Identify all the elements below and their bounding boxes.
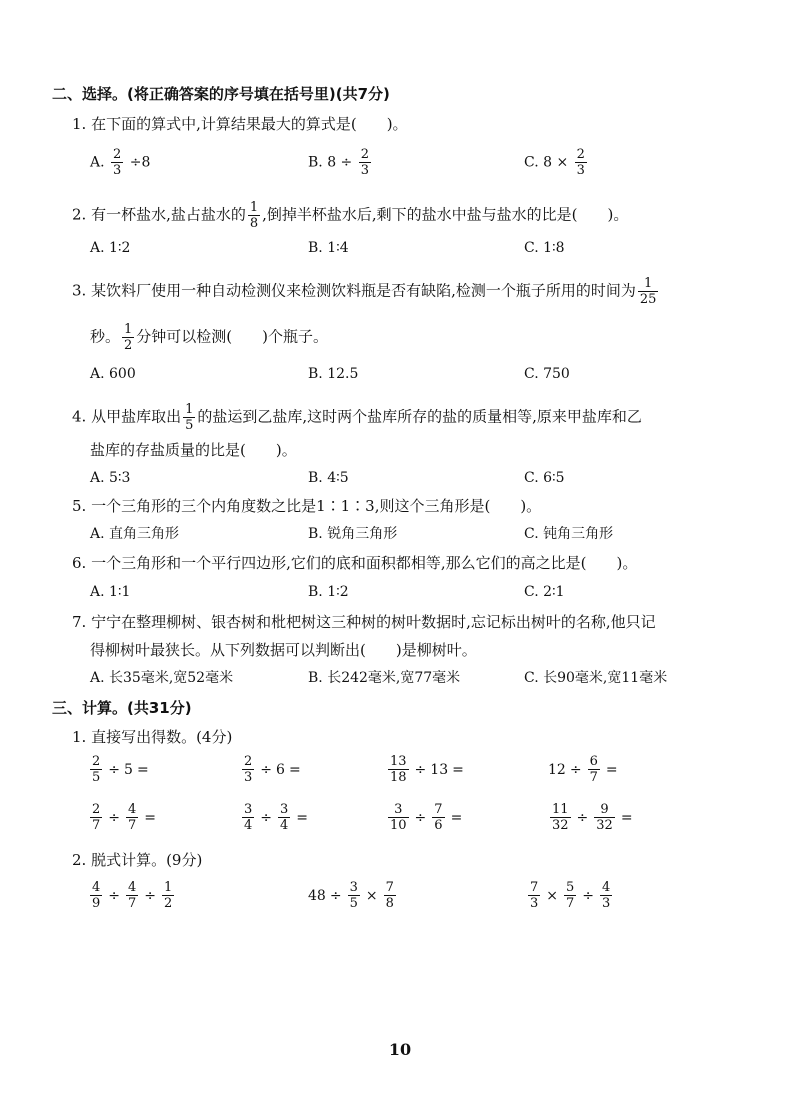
calc-r2-e3: $\frac{3}{10}$ ÷ $\frac{7}{6}$ =: [390, 802, 463, 833]
q1-option-b: [308, 147, 373, 178]
q1-c-fraction: $\frac{2}{3}$: [576, 147, 585, 178]
calc-r1-e2: $\frac{2}{3}$ ÷ 6 =: [244, 754, 301, 785]
q1-option-a: [90, 147, 150, 178]
q7-option-a: A. 长35毫米,宽52毫米: [90, 670, 234, 686]
q3-fraction-2: $\frac{1}{2}$: [124, 322, 133, 353]
q7-option-c: C. 长90毫米,宽11毫米: [524, 670, 668, 686]
q4-line2: 盐库的存盐质量的比是( )。: [90, 441, 297, 459]
q2-stem-post: ,倒掉半杯盐水后,剩下的盐水中盐与盐水的比是( )。: [262, 205, 629, 224]
q4-option-c: C. 6∶5: [524, 470, 565, 486]
q1-c-label: C. 8 ×: [524, 154, 569, 171]
q3-option-c: C. 750: [524, 366, 570, 382]
q2-fraction: $\frac{1}{8}$: [249, 200, 259, 231]
calc-r3-e1: $\frac{4}{9}$ ÷ $\frac{4}{7}$ ÷ $\frac{1}{2}$: [92, 880, 173, 911]
q3-line2: [90, 322, 328, 353]
q4-stem: [72, 402, 642, 433]
q3-line2-post: 分钟可以检测( )个瓶子。: [136, 327, 329, 346]
section-2-title: 二、选择。(将正确答案的序号填在括号里)(共7分): [52, 85, 390, 103]
q7-stem-line1: 7. 宁宁在整理柳树、银杏树和枇杷树这三种树的树叶数据时,忘记标出树叶的名称,他只记: [72, 613, 656, 631]
q1-b-fraction: $\frac{2}{3}$: [360, 147, 370, 178]
q5-option-a: A. 直角三角形: [90, 526, 180, 542]
calc-r2-e2: $\frac{3}{4}$ ÷ $\frac{3}{4}$ =: [244, 802, 309, 833]
section-3-sub2: 2. 脱式计算。(9分): [72, 851, 203, 869]
q3-stem-pre: 3. 某饮料厂使用一种自动检测仪来检测饮料瓶是否有缺陷,检测一个瓶子所用的时间为: [72, 281, 636, 300]
q5-option-b: B. 锐角三角形: [308, 526, 398, 542]
q1-stem: 1. 在下面的算式中,计算结果最大的算式是( )。: [72, 115, 408, 133]
calc-r3-e3: $\frac{7}{3}$ × $\frac{5}{7}$ ÷ $\frac{4}{3}$: [530, 880, 611, 911]
q6-option-a: A. 1∶1: [90, 584, 131, 600]
q3-option-b: B. 12.5: [308, 366, 359, 382]
q2-stem: [72, 200, 628, 231]
calc-r1-e4: 12 ÷ $\frac{6}{7}$ =: [548, 754, 618, 785]
q1-option-c: [524, 147, 589, 178]
q3-stem: [72, 276, 660, 307]
q1-a-label: A.: [90, 154, 105, 171]
q3-line2-pre: 秒。: [90, 327, 121, 346]
q4-option-a: A. 5∶3: [90, 470, 131, 486]
q4-option-b: B. 4∶5: [308, 470, 349, 486]
q2-option-b: B. 1∶4: [308, 240, 349, 256]
calc-r3-e2: 48 ÷ $\frac{3}{5}$ × $\frac{7}{8}$: [308, 880, 394, 911]
q4-stem-post: 的盐运到乙盐库,这时两个盐库所存的盐的质量相等,原来甲盐库和乙: [197, 407, 642, 426]
q3-option-a: A. 600: [90, 366, 136, 382]
q5-stem: 5. 一个三角形的三个内角度数之比是1∶1∶3,则这个三角形是( )。: [72, 497, 542, 515]
section-3-sub1: 1. 直接写出得数。(4分): [72, 728, 233, 746]
q1-a-rest: ÷8: [129, 154, 151, 171]
q2-stem-pre: 2. 有一杯盐水,盐占盐水的: [72, 205, 246, 224]
calc-r1-e1: $\frac{2}{5}$ ÷ 5 =: [92, 754, 149, 785]
calc-r2-e1: $\frac{2}{7}$ ÷ $\frac{4}{7}$ =: [92, 802, 157, 833]
calc-r1-e3: $\frac{13}{18}$ ÷ 13 =: [390, 754, 464, 785]
q7-stem-line2: 得柳树叶最狭长。从下列数据可以判断出( )是柳树叶。: [90, 641, 477, 659]
q3-fraction-1: $\frac{1}{25}$: [639, 276, 657, 307]
q1-b-label: B. 8 ÷: [308, 154, 353, 171]
calc-r2-e4: $\frac{11}{32}$ ÷ $\frac{9}{32}$ =: [552, 802, 633, 833]
q2-option-c: C. 1∶8: [524, 240, 565, 256]
page-number: 10: [388, 1040, 412, 1059]
q6-stem: 6. 一个三角形和一个平行四边形,它们的底和面积都相等,那么它们的高之比是( )。: [72, 554, 638, 572]
q4-stem-pre: 4. 从甲盐库取出: [72, 407, 182, 426]
q6-option-b: B. 1∶2: [308, 584, 349, 600]
q7-option-b: B. 长242毫米,宽77毫米: [308, 670, 461, 686]
q5-option-c: C. 钝角三角形: [524, 526, 614, 542]
q1-a-fraction: $\frac{2}{3}$: [113, 147, 122, 178]
q6-option-c: C. 2∶1: [524, 584, 565, 600]
q4-fraction: $\frac{1}{5}$: [185, 402, 194, 433]
section-3-title: 三、计算。(共31分): [52, 699, 192, 717]
q2-option-a: A. 1∶2: [90, 240, 131, 256]
